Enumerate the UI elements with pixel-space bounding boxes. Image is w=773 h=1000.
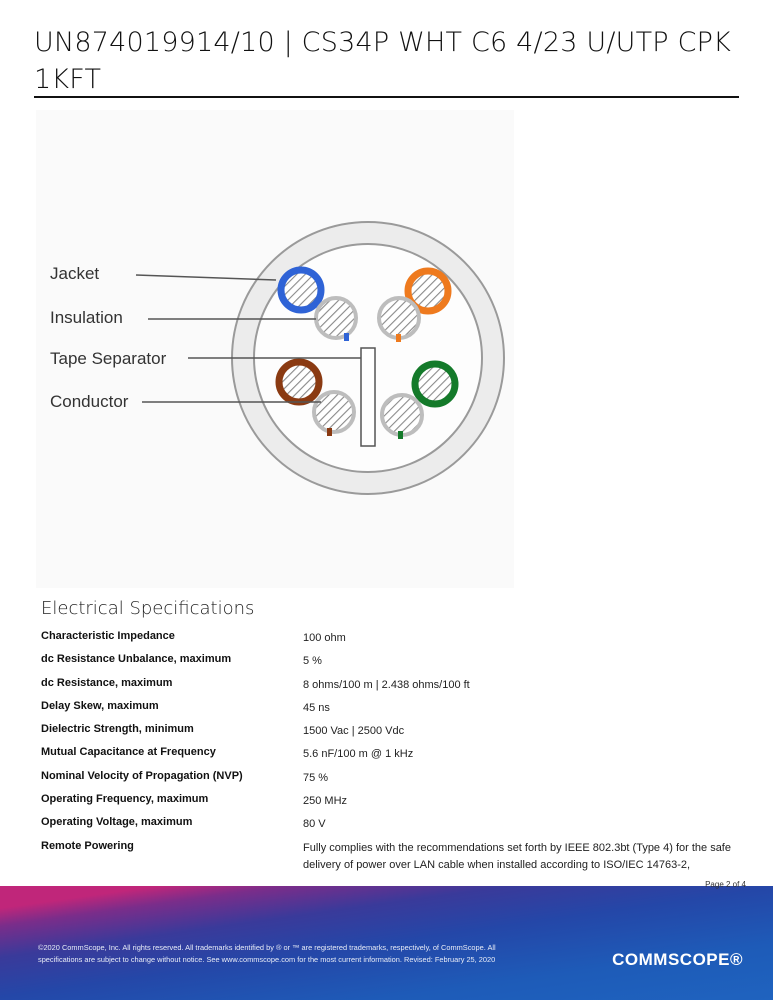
spec-row bbox=[41, 696, 731, 719]
cable-cross-section-diagram bbox=[36, 110, 514, 588]
spec-value: 45 ns bbox=[303, 701, 330, 714]
brown-white-conductor bbox=[314, 392, 354, 432]
cable-diagram-svg bbox=[36, 110, 514, 588]
orange-stripe bbox=[396, 334, 401, 342]
page-footer bbox=[0, 886, 773, 1000]
spec-value: 8 ohms/100 m | 2.438 ohms/100 ft bbox=[303, 678, 470, 691]
spec-row bbox=[41, 673, 731, 696]
spec-label: Delay Skew, maximum bbox=[41, 699, 159, 712]
label-tape-separator: Tape Separator bbox=[50, 349, 167, 368]
blue-conductor bbox=[281, 270, 321, 310]
tape-separator bbox=[361, 348, 375, 446]
spec-label: Dielectric Strength, minimum bbox=[41, 723, 194, 736]
document-title: UN874019914/10 | CS34P WHT C6 4/23 U/UTP CPK 1KFT bbox=[34, 27, 732, 95]
spec-row bbox=[41, 719, 731, 742]
spec-label: Remote Powering bbox=[41, 839, 134, 852]
title-divider bbox=[34, 96, 739, 98]
spec-value: 75 % bbox=[303, 771, 329, 784]
spec-row bbox=[41, 766, 731, 789]
page-number: Page 2 of 4 bbox=[705, 880, 746, 889]
jacket-leader bbox=[136, 275, 276, 280]
commscope-logo: COMMSCOPE® bbox=[612, 950, 743, 969]
spec-value: 80 V bbox=[303, 818, 326, 831]
electrical-specs-table bbox=[41, 626, 731, 871]
spec-row bbox=[41, 742, 731, 765]
spec-value: 5.6 nF/100 m @ 1 kHz bbox=[303, 748, 414, 761]
spec-row bbox=[41, 789, 731, 812]
spec-label: Mutual Capacitance at Frequency bbox=[41, 746, 216, 759]
spec-value: 250 MHz bbox=[303, 795, 348, 808]
spec-value: 100 ohm bbox=[303, 632, 346, 644]
spec-label: Operating Voltage, maximum bbox=[41, 816, 193, 829]
label-conductor: Conductor bbox=[50, 392, 129, 411]
green-white-conductor bbox=[382, 395, 422, 435]
blue-white-conductor bbox=[316, 298, 356, 338]
label-insulation: Insulation bbox=[50, 308, 123, 327]
spec-label: Nominal Velocity of Propagation (NVP) bbox=[41, 769, 243, 782]
label-jacket: Jacket bbox=[50, 264, 100, 283]
spec-value: Fully complies with the recommendations set forth by IEEE 802.3bt (Type 4) for the safe delivery of power over LAN cable when installed according to ISO/IEC 14763-2, bbox=[303, 841, 731, 871]
green-stripe bbox=[398, 431, 403, 439]
orange-white-conductor bbox=[379, 298, 419, 338]
spec-row bbox=[41, 626, 731, 649]
spec-row bbox=[41, 836, 731, 871]
spec-label: Characteristic Impedance bbox=[41, 630, 175, 642]
brown-stripe bbox=[327, 428, 332, 436]
spec-value: 1500 Vac | 2500 Vdc bbox=[303, 725, 405, 738]
electrical-specs-heading: Electrical Specifications bbox=[41, 598, 255, 619]
blue-stripe bbox=[344, 333, 349, 341]
spec-value: 5 % bbox=[303, 655, 322, 668]
spec-label: Operating Frequency, maximum bbox=[41, 793, 209, 806]
brown-conductor bbox=[279, 362, 319, 402]
spec-row bbox=[41, 649, 731, 672]
spec-row bbox=[41, 812, 731, 835]
spec-label: dc Resistance, maximum bbox=[41, 676, 173, 689]
green-conductor bbox=[415, 364, 455, 404]
spec-label: dc Resistance Unbalance, maximum bbox=[41, 653, 232, 666]
footer-legal-text: ©2020 CommScope, Inc. All rights reserved. All trademarks identified by ® or ™ are registered trademarks, respectively, of CommScope. All specifications are subject to change without notice. See www.commscope.com for the most current information. Revised: February 25, 2020 bbox=[38, 943, 496, 964]
